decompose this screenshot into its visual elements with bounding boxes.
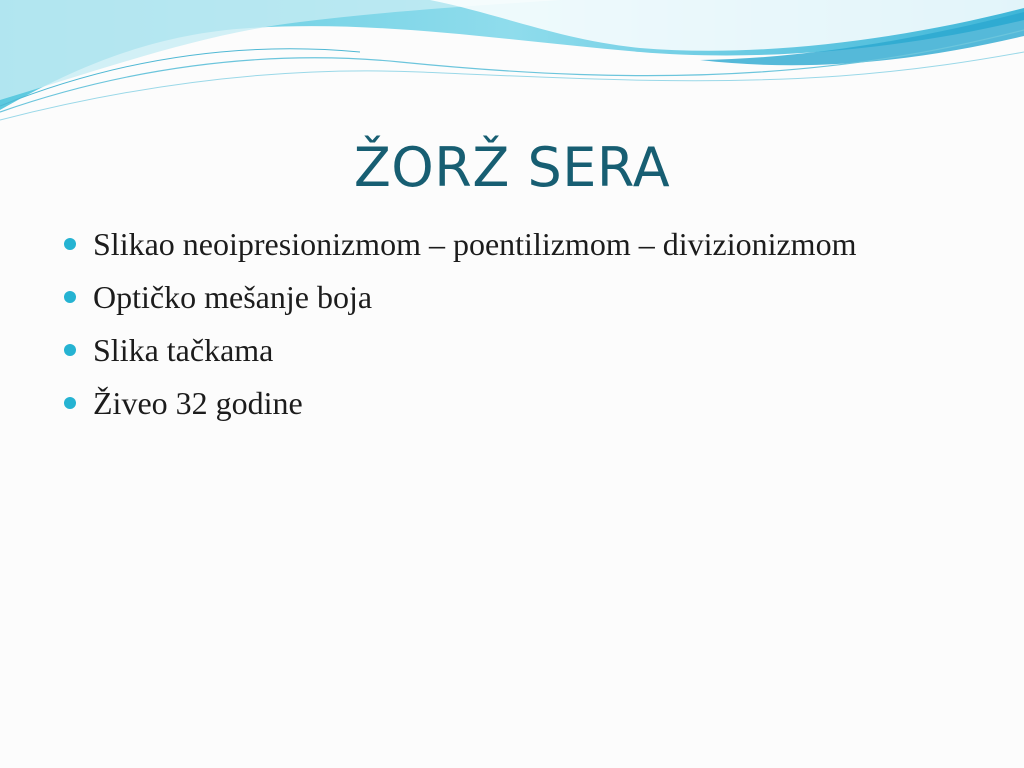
- bullet-dot-icon: [64, 397, 76, 409]
- list-item: [64, 222, 964, 266]
- bullet-text: Živeo 32 godine: [93, 385, 303, 421]
- list-item: [64, 328, 964, 372]
- list-item: [64, 275, 964, 319]
- bullet-text: Optičko mešanje boja: [93, 279, 373, 315]
- header-wave-decoration: [0, 0, 1024, 130]
- bullet-list: [64, 222, 964, 434]
- bullet-text: Slika tačkama: [93, 332, 274, 368]
- slide-title: ŽORŽ SERA: [353, 136, 671, 199]
- bullet-dot-icon: [64, 238, 76, 250]
- list-item: [64, 381, 964, 425]
- bullet-dot-icon: [64, 291, 76, 303]
- bullet-dot-icon: [64, 344, 76, 356]
- bullet-text: Slikao neoipresionizmom – poentilizmom – divizionizmom: [93, 226, 857, 262]
